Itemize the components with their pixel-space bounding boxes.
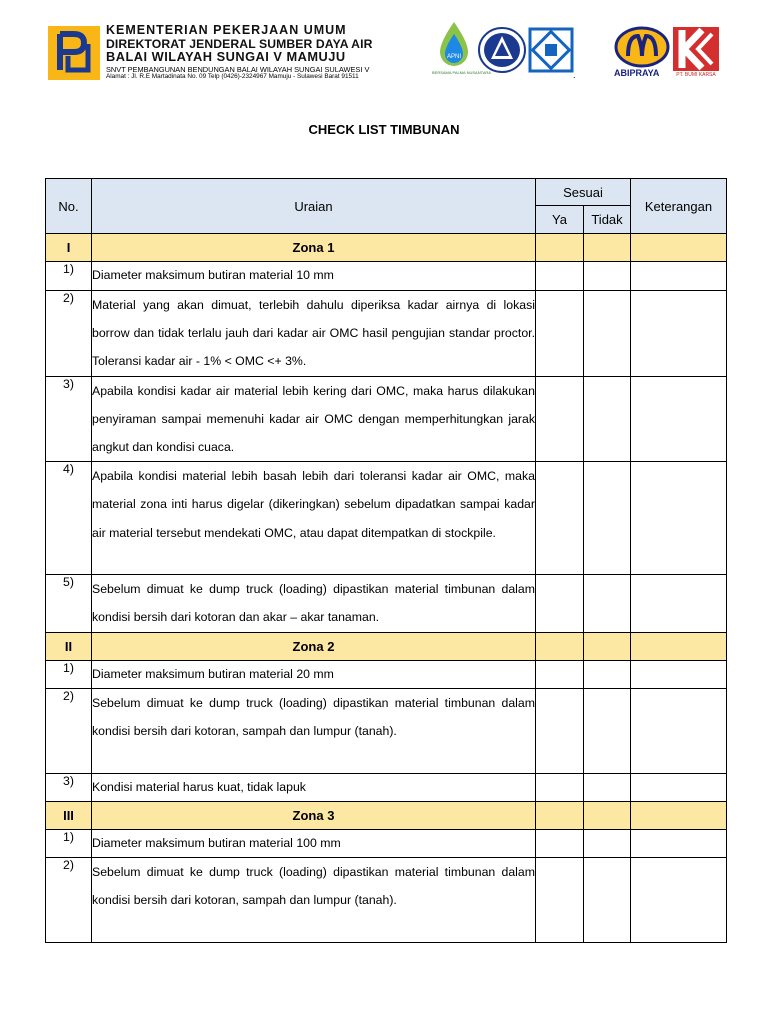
keterangan-cell[interactable]	[631, 829, 727, 857]
keterangan-cell[interactable]	[631, 801, 727, 829]
keterangan-cell[interactable]	[631, 857, 727, 942]
item-number: 3)	[46, 773, 92, 801]
tidak-cell[interactable]	[584, 660, 631, 688]
table-row	[46, 575, 727, 632]
table-row	[46, 660, 727, 688]
ya-cell[interactable]	[536, 462, 584, 575]
item-number: 2)	[46, 857, 92, 942]
item-description: Sebelum dimuat ke dump truck (loading) dipastikan material timbunan dalam kondisi bersih dari kotoran, sampah dan lumpur (tanah).	[92, 857, 536, 942]
tidak-cell[interactable]	[584, 291, 631, 377]
ministry-line-1: KEMENTERIAN PEKERJAAN UMUM	[106, 23, 347, 37]
header-sesuai: Sesuai	[536, 179, 631, 206]
ministry-line-2: DIREKTORAT JENDERAL SUMBER DAYA AIR	[106, 36, 373, 51]
bumi-karsa-emblem-icon	[672, 26, 720, 72]
keterangan-cell[interactable]	[631, 291, 727, 377]
item-number: 2)	[46, 291, 92, 377]
table-row	[46, 291, 727, 377]
keterangan-cell[interactable]	[631, 376, 727, 462]
apni-caption: BERSAMA PALMA NUSANTARA	[432, 70, 491, 75]
bumi-karsa-label: PT. BUMI KARSA	[676, 72, 716, 78]
keterangan-cell[interactable]	[631, 575, 727, 632]
apni-logo	[432, 20, 491, 80]
zone-row	[46, 801, 727, 829]
table-row	[46, 376, 727, 462]
tidak-cell[interactable]	[584, 462, 631, 575]
item-description: Diameter maksimum butiran material 10 mm	[92, 262, 536, 291]
triangle-emblem-logo	[478, 27, 526, 73]
ministry-text-block	[106, 24, 406, 80]
abipraya-emblem-icon	[614, 26, 670, 68]
ya-cell[interactable]	[536, 773, 584, 801]
table-row	[46, 857, 727, 942]
tidak-cell[interactable]	[584, 632, 631, 660]
header-ya: Ya	[536, 206, 584, 234]
keterangan-cell[interactable]	[631, 262, 727, 291]
item-description: Material yang akan dimuat, terlebih dahulu diperiksa kadar airnya di lokasi borrow dan tidak terlalu jauh dari kadar air OMC hasil pengujian standar proctor. Toleransi kadar air - 1% < OMC <+ 3%.	[92, 291, 536, 377]
zone-row	[46, 632, 727, 660]
keterangan-cell[interactable]	[631, 234, 727, 262]
zone-number: III	[46, 801, 92, 829]
header-uraian: Uraian	[92, 179, 536, 234]
header-tidak: Tidak	[584, 206, 631, 234]
zone-name: Zona 2	[92, 632, 536, 660]
item-number: 1)	[46, 262, 92, 291]
item-number: 1)	[46, 660, 92, 688]
tidak-cell[interactable]	[584, 262, 631, 291]
tidak-cell[interactable]	[584, 857, 631, 942]
zone-row	[46, 234, 727, 262]
ya-cell[interactable]	[536, 234, 584, 262]
zone-number: II	[46, 632, 92, 660]
square-emblem-logo	[528, 27, 574, 73]
item-number: 1)	[46, 829, 92, 857]
ya-cell[interactable]	[536, 575, 584, 632]
item-description: Sebelum dimuat ke dump truck (loading) dipastikan material timbunan dalam kondisi bersih dari kotoran dan akar – akar tanaman.	[92, 575, 536, 632]
tidak-cell[interactable]	[584, 773, 631, 801]
tidak-cell[interactable]	[584, 801, 631, 829]
zone-number: I	[46, 234, 92, 262]
tidak-cell[interactable]	[584, 575, 631, 632]
ya-cell[interactable]	[536, 829, 584, 857]
ya-cell[interactable]	[536, 376, 584, 462]
tidak-cell[interactable]	[584, 376, 631, 462]
bumi-karsa-logo	[672, 26, 720, 80]
abipraya-logo	[614, 26, 670, 80]
ya-cell[interactable]	[536, 801, 584, 829]
small-dot: .	[573, 70, 576, 80]
ya-cell[interactable]	[536, 632, 584, 660]
page-title: CHECK LIST TIMBUNAN	[308, 122, 460, 137]
ya-cell[interactable]	[536, 660, 584, 688]
ya-cell[interactable]	[536, 291, 584, 377]
ministry-address: Alamat : Jl. R.E Martadinata No. 09 Telp (0426)-2324967 Mamuju - Sulawesi Barat 91511	[106, 72, 359, 80]
apni-mark: APNI	[446, 54, 462, 60]
keterangan-cell[interactable]	[631, 632, 727, 660]
tidak-cell[interactable]	[584, 234, 631, 262]
item-number: 2)	[46, 688, 92, 773]
pu-ministry-logo	[48, 26, 100, 80]
abipraya-label: ABIPRAYA	[614, 68, 660, 78]
item-description: Diameter maksimum butiran material 20 mm	[92, 660, 536, 688]
table-row	[46, 829, 727, 857]
item-number: 4)	[46, 462, 92, 575]
keterangan-cell[interactable]	[631, 773, 727, 801]
header-no: No.	[46, 179, 92, 234]
water-drop-icon	[432, 20, 476, 70]
item-number: 5)	[46, 575, 92, 632]
keterangan-cell[interactable]	[631, 660, 727, 688]
table-row	[46, 262, 727, 291]
item-number: 3)	[46, 376, 92, 462]
keterangan-cell[interactable]	[631, 462, 727, 575]
header-keterangan: Keterangan	[631, 179, 727, 234]
item-description: Apabila kondisi material lebih basah lebih dari toleransi kadar air OMC, maka material zona inti harus digelar (dikeringkan) sebelum dipadatkan sampai kadar air material tersebut mendekati OMC, atau dapat ditempatkan di stockpile.	[92, 462, 536, 575]
ya-cell[interactable]	[536, 688, 584, 773]
item-description: Kondisi material harus kuat, tidak lapuk	[92, 773, 536, 801]
zone-name: Zona 3	[92, 801, 536, 829]
tidak-cell[interactable]	[584, 829, 631, 857]
ya-cell[interactable]	[536, 262, 584, 291]
ministry-line-3: BALAI WILAYAH SUNGAI V MAMUJU	[106, 48, 346, 64]
item-description: Diameter maksimum butiran material 100 mm	[92, 829, 536, 857]
zone-name: Zona 1	[92, 234, 536, 262]
item-description: Apabila kondisi kadar air material lebih kering dari OMC, maka harus dilakukan penyiraman sampai memenuhi kadar air OMC dengan memperhitungkan jarak angkut dan kondisi cuaca.	[92, 376, 536, 462]
ya-cell[interactable]	[536, 857, 584, 942]
tidak-cell[interactable]	[584, 688, 631, 773]
ministry-line-4: SNVT PEMBANGUNAN BENDUNGAN BALAI WILAYAH SUNGAI SULAWESI V	[106, 64, 370, 74]
table-row	[46, 688, 727, 773]
keterangan-cell[interactable]	[631, 688, 727, 773]
table-row	[46, 773, 727, 801]
table-row	[46, 462, 727, 575]
item-description: Sebelum dimuat ke dump truck (loading) dipastikan material timbunan dalam kondisi bersih dari kotoran, sampah dan lumpur (tanah).	[92, 688, 536, 773]
checklist-table	[45, 178, 727, 943]
